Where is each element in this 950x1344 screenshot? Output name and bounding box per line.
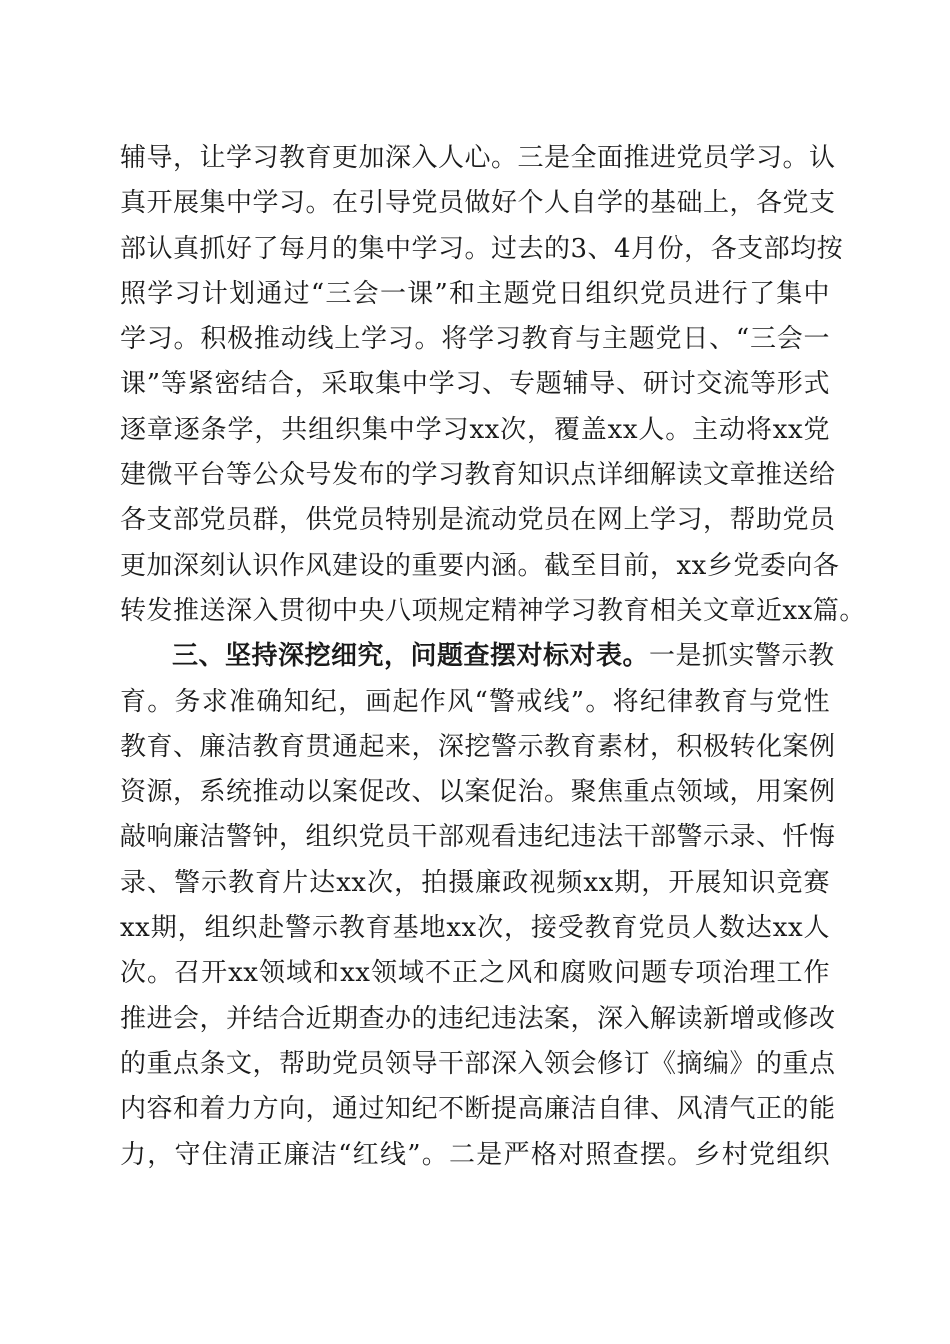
text-line: 资源，系统推动以案促改、以案促治。聚焦重点领域，用案例 [120, 777, 836, 808]
text-line: 转发推送深入贯彻中央八项规定精神学习教育相关文章近xx篇。 [120, 595, 866, 626]
text-line: 建微平台等公众号发布的学习教育知识点详细解读文章推送给 [120, 460, 836, 491]
text-line: 逐章逐条学，共组织集中学习xx次，覆盖xx人。主动将xx党 [120, 414, 830, 445]
text-line: 的重点条文，帮助党员领导干部深入领会修订《摘编》的重点 [120, 1048, 836, 1079]
text-line: 真开展集中学习。在引导党员做好个人自学的基础上，各党支 [120, 188, 836, 219]
text-line: 课”等紧密结合，采取集中学习、专题辅导、研讨交流等形式 [120, 369, 830, 400]
text-line: 部认真抓好了每月的集中学习。过去的3、4月份，各支部均按 [120, 233, 844, 264]
text-line: 学习。积极推动线上学习。将学习教育与主题党日、“三会一 [120, 324, 830, 355]
text-line: 录、警示教育片达xx次，拍摄廉政视频xx期，开展知识竞赛 [120, 867, 830, 898]
text-line: 育。务求准确知纪，画起作风“警戒线”。将纪律教育与党性 [120, 686, 830, 717]
text-line: 各支部党员群，供党员特别是流动党员在网上学习，帮助党员 [120, 505, 836, 536]
text-line: 力，守住清正廉洁“红线”。二是严格对照查摆。乡村党组织 [120, 1139, 830, 1170]
text-line: 更加深刻认识作风建设的重要内涵。截至目前，xx乡党委向各 [120, 550, 840, 581]
text-line: 次。召开xx领域和xx领域不正之风和腐败问题专项治理工作 [120, 958, 830, 989]
text-line: 内容和着力方向，通过知纪不断提高廉洁自律、风清气正的能 [120, 1094, 836, 1125]
paragraph-2 [120, 634, 836, 1178]
text-line: xx期，组织赴警示教育基地xx次，接受教育党员人数达xx人 [120, 913, 830, 944]
text-fragment: 一是抓实警示教 [649, 641, 835, 672]
text-line: 辅导，让学习教育更加深入人心。三是全面推进党员学习。认 [120, 143, 836, 173]
text-line: 推进会，并结合近期查办的违纪违法案，深入解读新增或修改 [120, 1003, 836, 1034]
document-body [120, 136, 866, 1178]
section-heading: 三、坚持深挖细究，问题查摆对标对表。 [172, 641, 650, 672]
text-line: 教育、廉洁教育贯通起来，深挖警示教育素材，积极转化案例 [120, 731, 836, 762]
paragraph-1 [120, 136, 866, 634]
paragraph-2-first-line [120, 634, 835, 679]
text-line: 照学习计划通过“三会一课”和主题党日组织党员进行了集中 [120, 278, 830, 309]
text-line: 敲响廉洁警钟，组织党员干部观看违纪违法干部警示录、忏悔 [120, 822, 836, 853]
